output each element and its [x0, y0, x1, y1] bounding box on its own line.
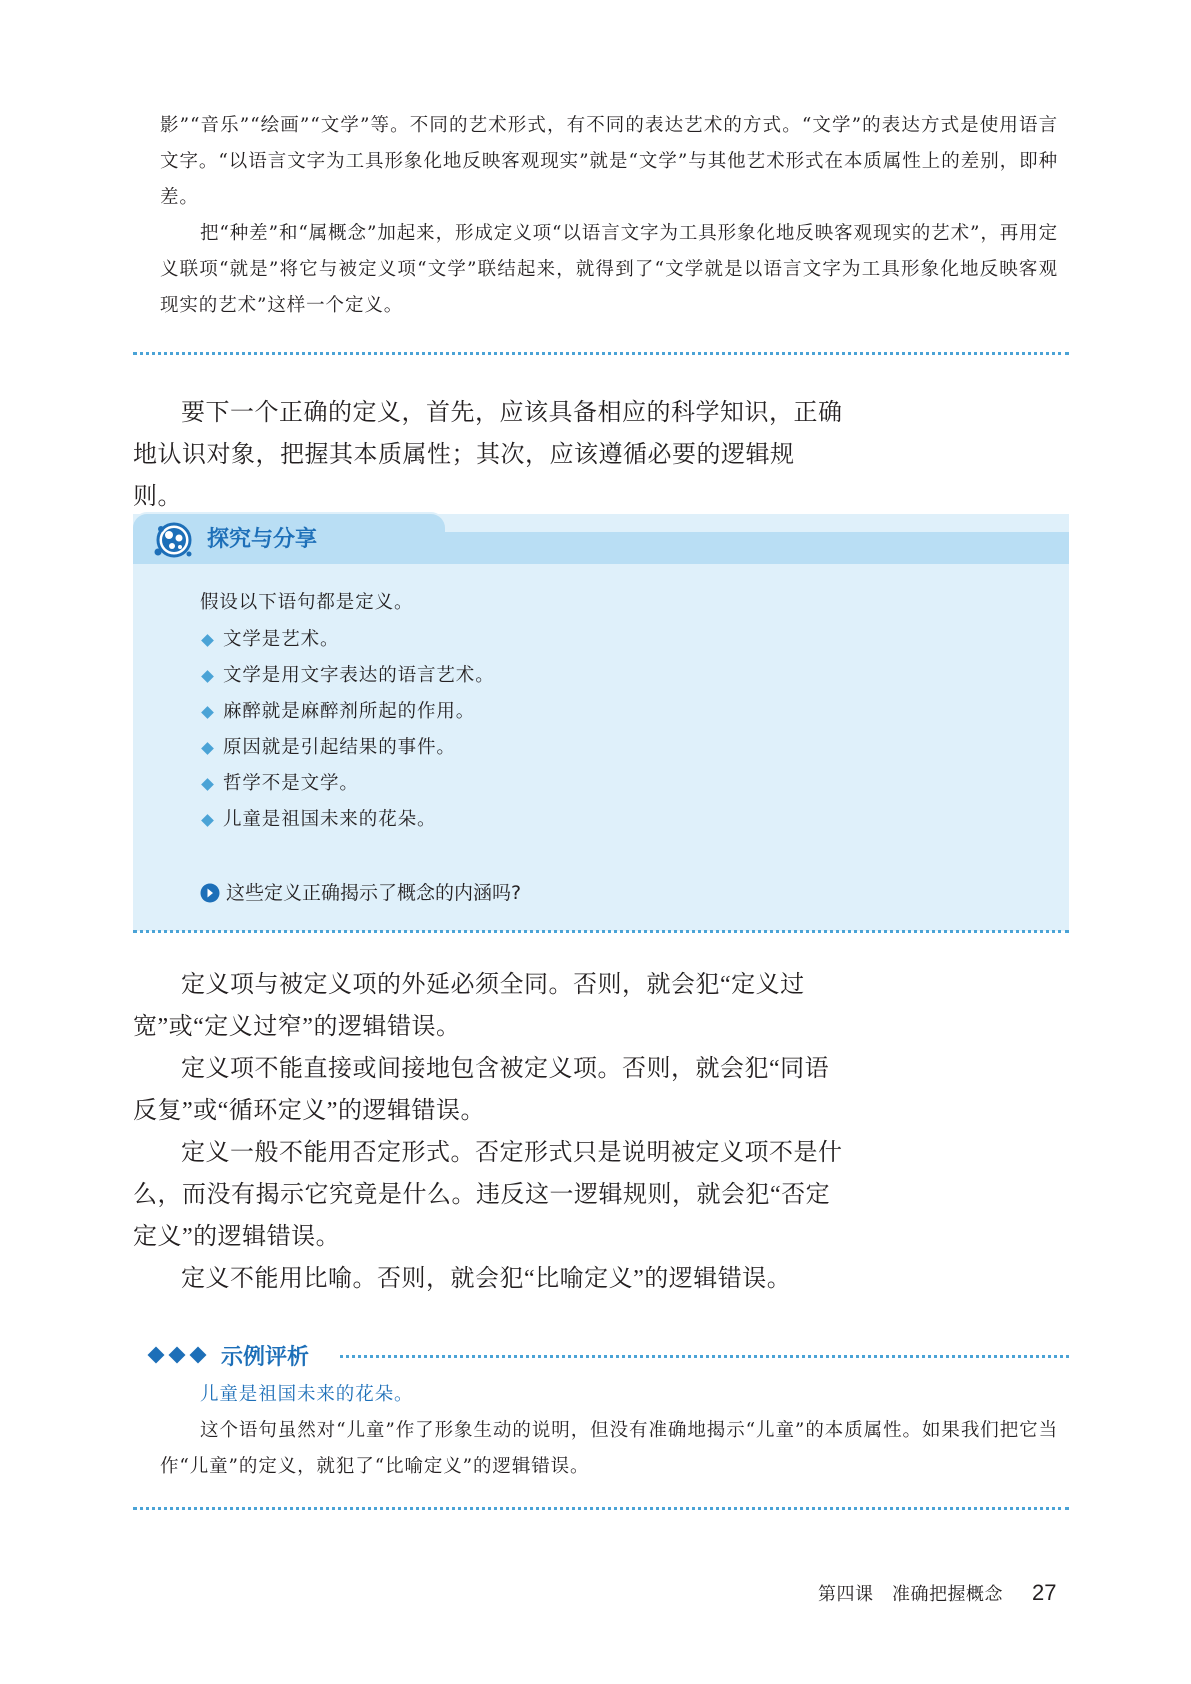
rule-paragraph: 定义项不能直接或间接地包含被定义项。否则，就会犯“同语反复”或“循环定义”的逻辑错误。	[133, 1056, 830, 1124]
rules-block	[133, 964, 843, 1300]
list-item-text: 哲学不是文学。	[223, 773, 359, 794]
explore-question	[200, 878, 521, 908]
list-item-text: 文学是艺术。	[223, 629, 340, 650]
explore-list	[200, 622, 495, 838]
list-item	[200, 802, 495, 838]
page-number: 27	[1032, 1580, 1057, 1605]
arrow-right-circle-icon	[200, 883, 220, 903]
intro-paragraph: 要下一个正确的定义，首先，应该具备相应的科学知识，正确地认识对象，把握其本质属性；其次，应该遵循必要的逻辑规则。	[133, 400, 843, 510]
list-item-text: 儿童是祖国未来的花朵。	[223, 809, 437, 830]
list-item	[200, 730, 495, 766]
example-title: 示例评析	[221, 1344, 310, 1370]
list-item-text: 原因就是引起结果的事件。	[223, 737, 456, 758]
rule-paragraph: 定义不能用比喻。否则，就会犯“比喻定义”的逻辑错误。	[181, 1266, 792, 1292]
explore-question-text: 这些定义正确揭示了概念的内涵吗?	[226, 882, 522, 904]
top-box-bottom-divider	[133, 352, 1069, 355]
diamond-icon	[169, 1347, 186, 1364]
example-bottom-divider	[133, 1507, 1069, 1510]
footer-chapter-title: 第四课 准确把握概念	[818, 1584, 1003, 1604]
list-item-text: 文学是用文字表达的语言艺术。	[223, 665, 495, 686]
diamond-bullet-icon	[201, 634, 214, 647]
rule-paragraph: 定义一般不能用否定形式。否定形式只是说明被定义项不是什么，而没有揭示它究竟是什么。违反这一逻辑规则，就会犯“否定定义”的逻辑错误。	[133, 1140, 843, 1250]
explore-title: 探究与分享	[207, 527, 318, 552]
top-box-paragraph-1: 影”“音乐”“绘画”“文学”等。不同的艺术形式，有不同的表达艺术的方式。“文学”的表达方式是使用语言文字。“以语言文字为工具形象化地反映客观现实”就是“文学”与其他艺术形式在本质属性上的差别，即种差。	[160, 115, 1058, 208]
list-item-text: 麻醉就是麻醉剂所起的作用。	[223, 701, 476, 722]
list-item	[200, 658, 495, 694]
list-item	[200, 622, 495, 658]
diamond-bullet-icon	[201, 742, 214, 755]
explore-bottom-divider	[133, 930, 1069, 933]
list-item	[200, 694, 495, 730]
example-header-divider	[340, 1355, 1069, 1358]
list-item	[200, 766, 495, 802]
explore-intro: 假设以下语句都是定义。	[200, 592, 414, 613]
example-sentence: 儿童是祖国未来的花朵。	[200, 1384, 414, 1405]
diamond-icon	[190, 1347, 207, 1364]
example-header	[150, 1338, 309, 1372]
diamond-icon	[148, 1347, 165, 1364]
diamond-bullet-icon	[201, 778, 214, 791]
microscope-cells-icon	[152, 520, 194, 562]
diamond-bullet-icon	[201, 706, 214, 719]
diamond-bullet-icon	[201, 670, 214, 683]
intro-paragraph-block	[133, 392, 843, 518]
diamond-bullet-icon	[201, 814, 214, 827]
rule-paragraph: 定义项与被定义项的外延必须全同。否则，就会犯“定义过宽”或“定义过窄”的逻辑错误。	[133, 972, 805, 1040]
top-box-paragraph-2: 把“种差”和“属概念”加起来，形成定义项“以语言文字为工具形象化地反映客观现实的艺术”，再用定义联项“就是”将它与被定义项“文学”联结起来，就得到了“文学就是以语言文字为工具形象化地反映客观现实的艺术”这样一个定义。	[160, 223, 1058, 316]
example-analysis: 这个语句虽然对“儿童”作了形象生动的说明，但没有准确地揭示“儿童”的本质属性。如果我们把它当作“儿童”的定义，就犯了“比喻定义”的逻辑错误。	[160, 1420, 1058, 1477]
